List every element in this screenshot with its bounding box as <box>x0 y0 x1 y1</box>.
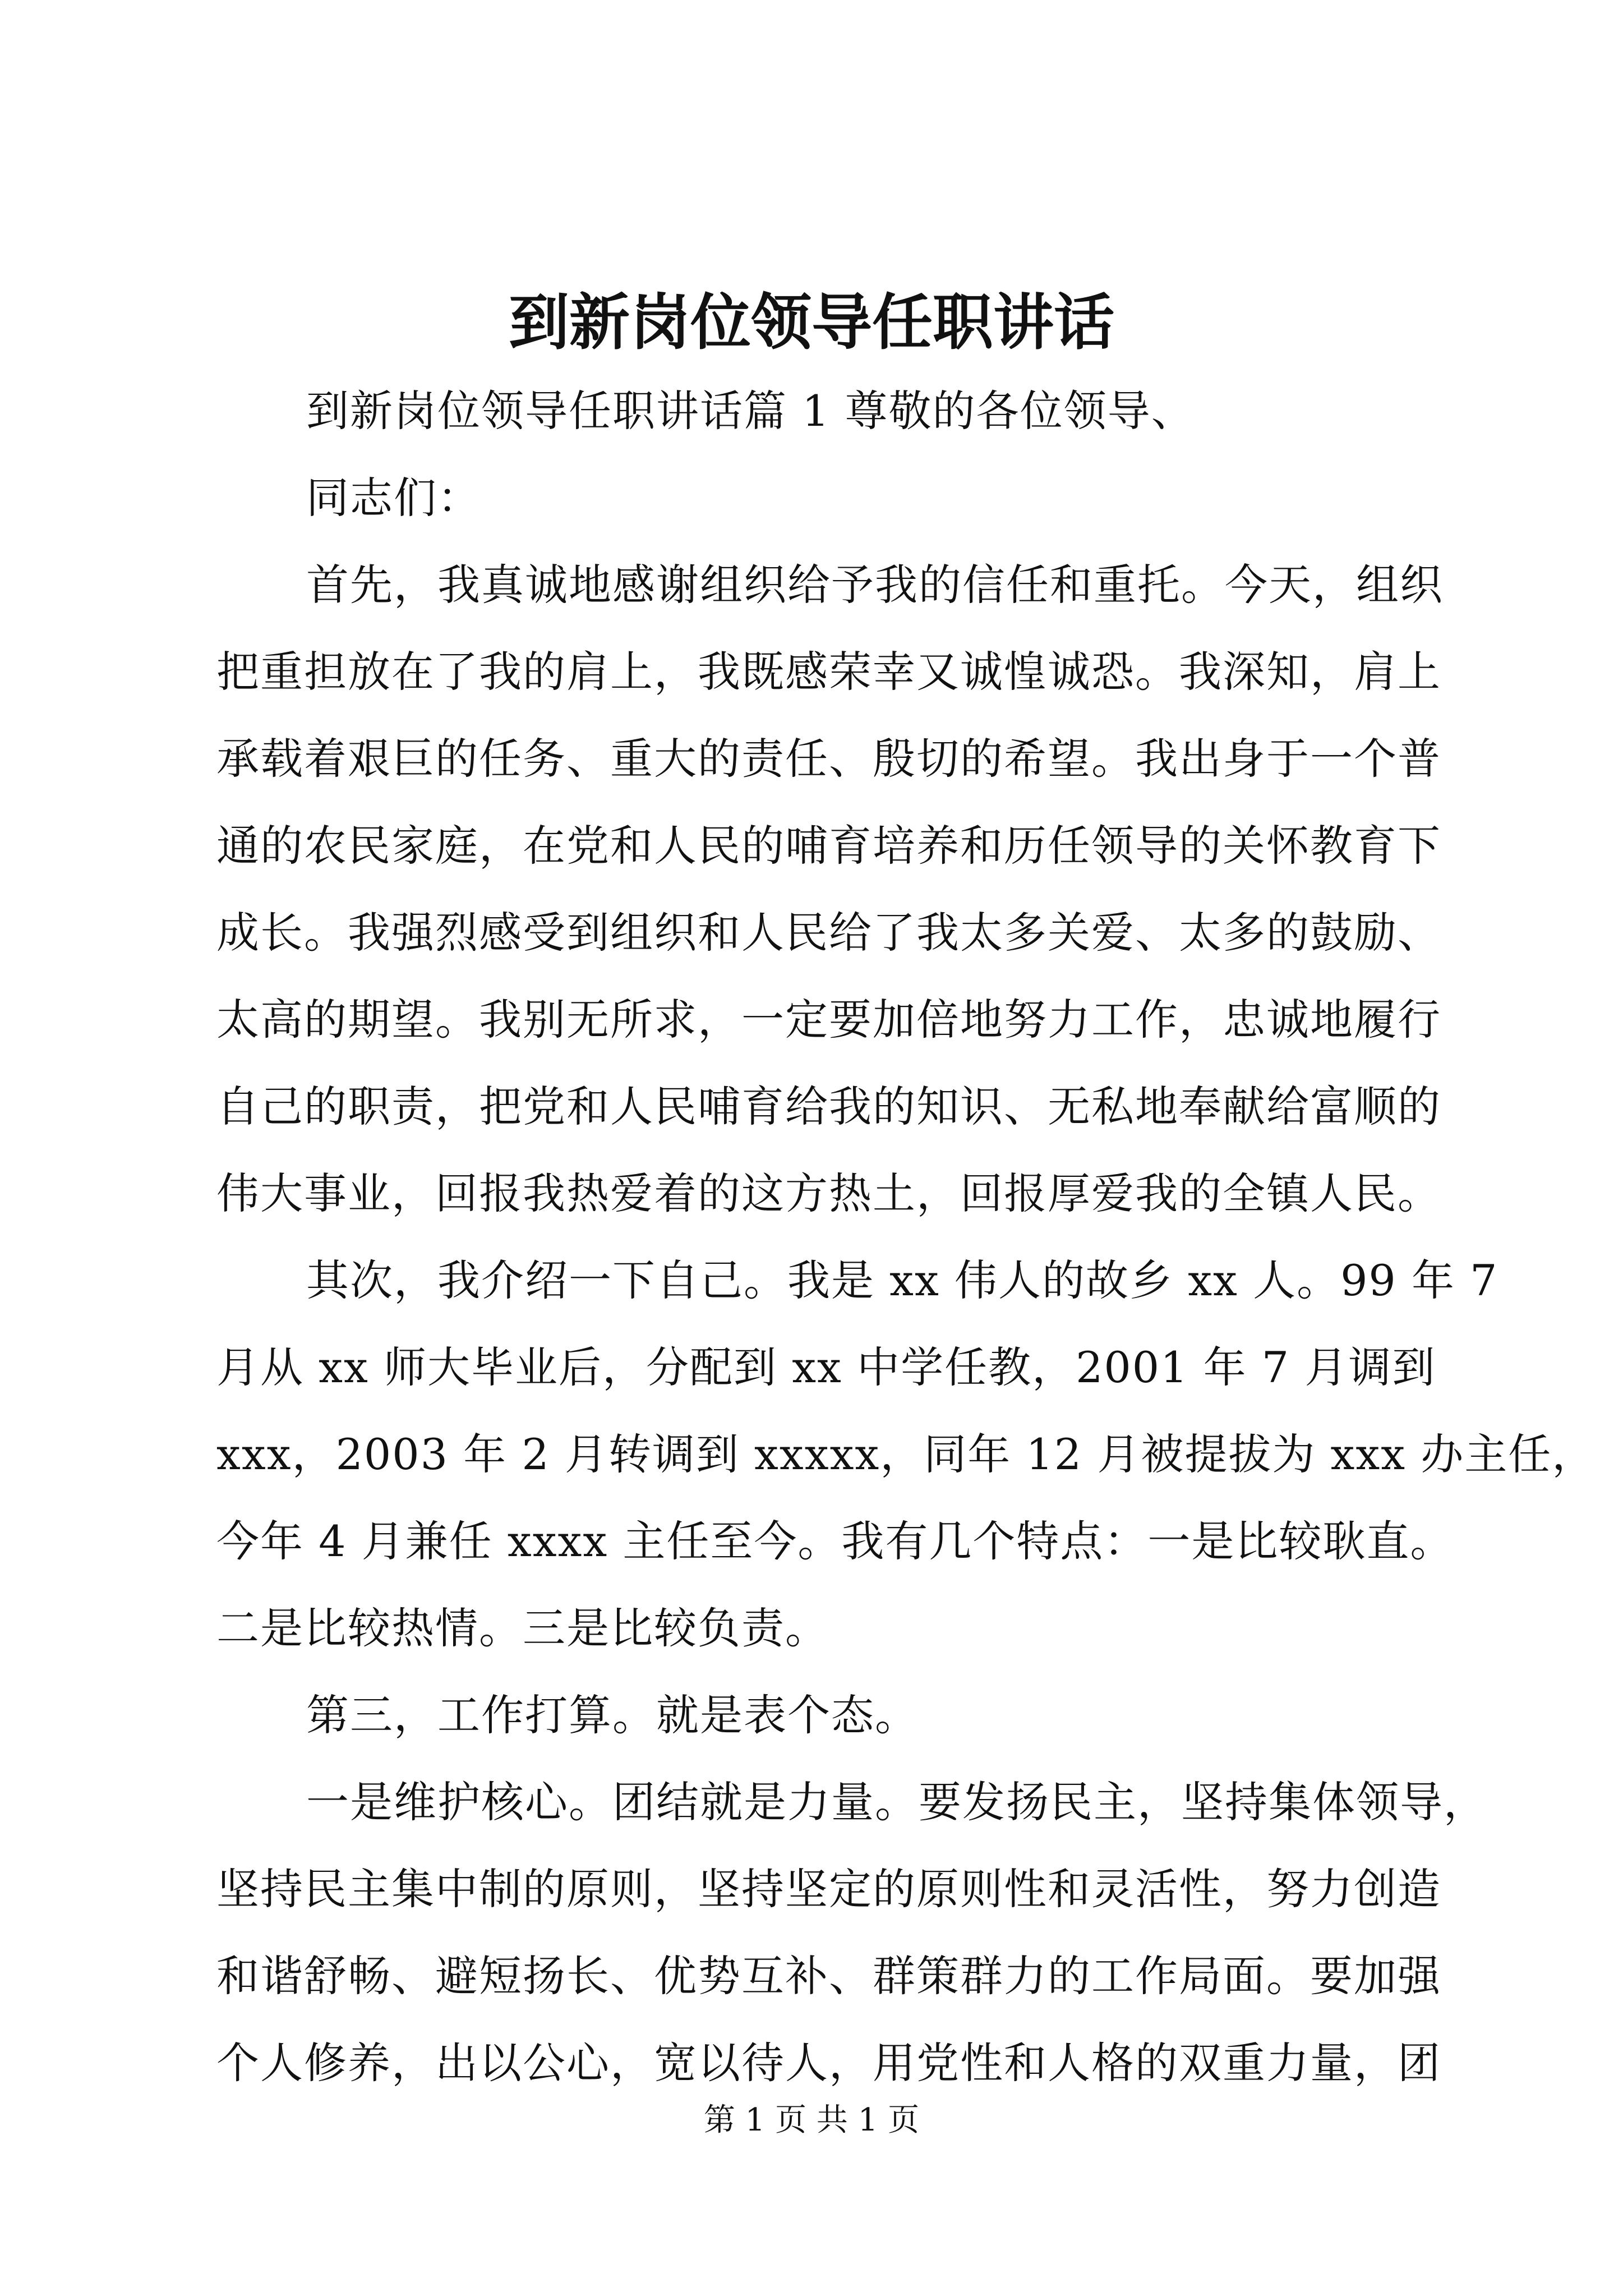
paragraph-line: 坚持民主集中制的原则，坚持坚定的原则性和灵活性，努力创造 <box>216 1864 1441 1914</box>
paragraph-line: 把重担放在了我的肩上，我既感荣幸又诚惶诚恐。我深知，肩上 <box>216 647 1441 697</box>
paragraph-line: 通的农民家庭，在党和人民的哺育培养和历任领导的关怀教育下 <box>216 821 1441 871</box>
paragraph-line: 月从 xx 师大毕业后，分配到 xx 中学任教，2001 年 7 月调到 <box>216 1342 1436 1392</box>
paragraph-line: 二是比较热情。三是比较负责。 <box>216 1603 829 1653</box>
paragraph <box>216 454 1431 541</box>
paragraph <box>216 541 1444 1237</box>
paragraph-line: 一是维护核心。团结就是力量。要发扬民主，坚持集体领导， <box>306 1777 1487 1827</box>
paragraph-line: 自己的职责，把党和人民哺育给我的知识、无私地奉献给富顺的 <box>216 1082 1441 1131</box>
paragraph-line: 成长。我强烈感受到组织和人民给了我太多关爱、太多的鼓励、 <box>216 908 1441 958</box>
paragraph-line: 今年 4 月兼任 xxxx 主任至今。我有几个特点：一是比较耿直。 <box>216 1516 1454 1566</box>
paragraph-line: 太高的期望。我别无所求，一定要加倍地努力工作，忠诚地履行 <box>216 995 1441 1045</box>
paragraph <box>216 1672 1431 1759</box>
paragraph-line: 承载着艰巨的任务、重大的责任、殷切的希望。我出身于一个普 <box>216 734 1441 784</box>
paragraph <box>216 1237 1596 1672</box>
paragraph-line: 到新岗位领导任职讲话篇 1 尊敬的各位领导、 <box>306 386 1195 436</box>
paragraph-line: 同志们： <box>306 473 481 523</box>
paragraph-line: xxx，2003 年 2 月转调到 xxxxx，同年 12 月被提拔为 xxx 办主任， <box>216 1429 1596 1479</box>
paragraph <box>216 367 1431 454</box>
paragraph <box>216 1759 1487 2106</box>
paragraph-line: 伟大事业，回报我热爱着的这方热土，回报厚爱我的全镇人民。 <box>216 1168 1441 1218</box>
document-title: 到新岗位领导任职讲话 <box>508 287 1114 358</box>
document-body <box>216 367 1596 2106</box>
paragraph-line: 和谐舒畅、避短扬长、优势互补、群策群力的工作局面。要加强 <box>216 1951 1441 2001</box>
page-number-footer: 第 1 页 共 1 页 <box>703 2102 920 2138</box>
paragraph-line: 第三，工作打算。就是表个态。 <box>306 1690 919 1740</box>
paragraph-line: 个人修养，出以公心，宽以待人，用党性和人格的双重力量，团 <box>216 2038 1441 2088</box>
paragraph-line: 首先，我真诚地感谢组织给予我的信任和重托。今天，组织 <box>306 560 1444 610</box>
paragraph-line: 其次，我介绍一下自己。我是 xx 伟人的故乡 xx 人。99 年 7 <box>306 1255 1498 1305</box>
